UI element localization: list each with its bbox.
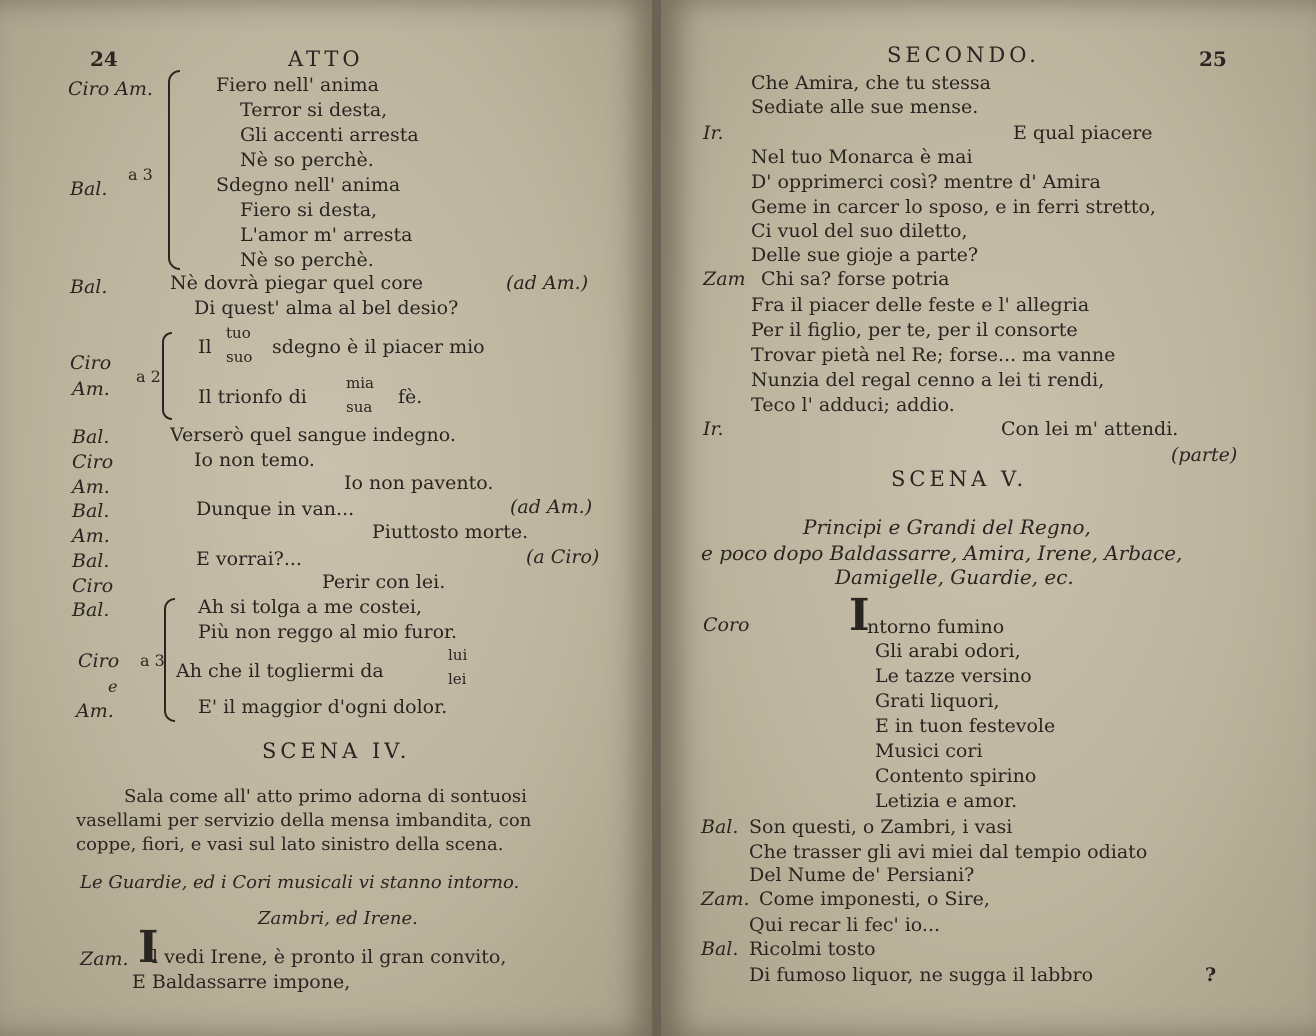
speaker: Bal.	[70, 276, 108, 298]
page-number: 24	[90, 47, 118, 71]
stage-direction: (ad Am.)	[510, 496, 593, 518]
variant-bottom: suo	[226, 348, 253, 366]
verse-line: Nè so perchè.	[240, 249, 374, 271]
verse-line: Che Amira, che tu stessa	[751, 72, 991, 94]
speaker: Ir.	[703, 418, 724, 440]
verse-line: Contento spirino	[875, 765, 1037, 787]
speaker: Ciro	[72, 575, 114, 597]
scene-description: coppe, fiori, e vasi sul lato sinistro della scena.	[76, 834, 504, 855]
speaker: Bal.	[701, 938, 739, 960]
scene-title: SCENA IV.	[262, 739, 411, 763]
verse-line: Grati liquori,	[875, 690, 1000, 712]
stage-note: Le Guardie, ed i Cori musicali vi stanno intorno.	[80, 872, 520, 893]
speaker: e	[108, 677, 118, 696]
verse-line: Il trionfo di	[198, 386, 307, 408]
speaker: Am.	[72, 378, 110, 400]
right-page	[661, 0, 1316, 1036]
speaker: Ciro	[72, 451, 114, 473]
speaker: Ciro	[78, 650, 120, 672]
verse-line: Di quest' alma al bel desio?	[194, 297, 459, 319]
variant-top: lui	[448, 646, 468, 664]
stage-direction: (parte)	[1171, 444, 1238, 466]
verse-line: Gli accenti arresta	[240, 124, 419, 146]
speaker: Bal.	[72, 500, 110, 522]
page-number: 25	[1199, 47, 1227, 71]
speaker: Coro	[703, 614, 750, 636]
verse-line: Sdegno nell' anima	[216, 174, 401, 196]
brace	[168, 70, 180, 270]
verse-line: D' opprimerci così? mentre d' Amira	[751, 171, 1101, 193]
verse-line: Io non temo.	[194, 449, 315, 471]
speaker: Zam.	[701, 888, 750, 910]
speaker: Bal.	[72, 599, 110, 621]
verse-line: Ah che il togliermi da	[176, 660, 384, 682]
scene-description: vasellami per servizio della mensa imbandita, con	[76, 810, 532, 831]
speaker: Zam	[703, 268, 746, 290]
verse-line: Più non reggo al mio furor.	[198, 621, 458, 643]
verse-line: Del Nume de' Persiani?	[749, 864, 975, 886]
verse-line: Nè dovrà piegar quel core	[170, 272, 423, 294]
verse-line: E' il maggior d'ogni dolor.	[198, 696, 448, 718]
verse-line: l vedi Irene, è pronto il gran convito,	[152, 946, 507, 968]
verse-line: Musici cori	[875, 740, 983, 762]
verse-line: sdegno è il piacer mio	[272, 336, 485, 358]
running-head: ATTO	[288, 47, 364, 71]
speaker: Bal.	[70, 178, 108, 200]
verse-line: Di fumoso liquor, ne sugga il labbro	[749, 964, 1094, 986]
verse-line: Terror si desta,	[240, 99, 388, 121]
ensemble-marker: a 3	[128, 165, 153, 184]
characters: Zambri, ed Irene.	[258, 908, 418, 929]
speaker: Am.	[72, 525, 110, 547]
verse-line: Nunzia del regal cenno a lei ti rendi,	[751, 369, 1105, 391]
verse-line: Chi sa? forse potria	[761, 268, 950, 290]
running-head: SECONDO.	[887, 43, 1040, 67]
verse-line: Il	[198, 336, 212, 358]
verse-line: Con lei m' attendi.	[1001, 418, 1179, 440]
drop-cap: I	[138, 922, 159, 973]
brace	[162, 332, 172, 420]
speaker: Ciro	[70, 352, 112, 374]
verse-line: E qual piacere	[1013, 122, 1153, 144]
variant-top: mia	[346, 374, 374, 392]
speaker: Am.	[72, 476, 110, 498]
verse-line: fè.	[398, 386, 423, 408]
catchword: ?	[1205, 964, 1217, 986]
variant-top: tuo	[226, 324, 251, 342]
verse-line: E Baldassarre impone,	[132, 971, 351, 993]
ensemble-marker: a 3	[140, 651, 165, 670]
verse-line: Che trasser gli avi miei dal tempio odiato	[749, 841, 1148, 863]
speaker: Am.	[76, 700, 114, 722]
speaker: Bal.	[701, 816, 739, 838]
verse-line: Fra il piacer delle feste e l' allegria	[751, 294, 1090, 316]
stage-direction: (a Ciro)	[526, 546, 600, 568]
verse-line: Son questi, o Zambri, i vasi	[749, 816, 1013, 838]
verse-line: Nè so perchè.	[240, 149, 374, 171]
verse-line: Ah si tolga a me costei,	[198, 596, 423, 618]
verse-line: Come imponesti, o Sire,	[759, 888, 990, 910]
verse-line: Trovar pietà nel Re; forse... ma vanne	[751, 344, 1116, 366]
variant-bottom: lei	[448, 670, 467, 688]
speaker: Bal.	[72, 550, 110, 572]
scene-title: SCENA V.	[891, 467, 1028, 491]
verse-line: Perir con lei.	[322, 571, 446, 593]
scene-heading: Principi e Grandi del Regno,	[803, 515, 1091, 539]
verse-line: Piuttosto morte.	[372, 521, 529, 543]
verse-line: Ci vuol del suo diletto,	[751, 220, 968, 242]
scene-description: Sala come all' atto primo adorna di sontuosi	[124, 786, 527, 807]
verse-line: Sediate alle sue mense.	[751, 96, 979, 118]
verse-line: E in tuon festevole	[875, 715, 1056, 737]
verse-line: Fiero nell' anima	[216, 74, 379, 96]
verse-line: Letizia e amor.	[875, 790, 1018, 812]
verse-line: Geme in carcer lo sposo, e in ferri stretto,	[751, 196, 1156, 218]
verse-line: E vorrai?...	[196, 548, 302, 570]
verse-line: L'amor m' arresta	[240, 224, 413, 246]
speaker: Zam.	[80, 948, 129, 970]
stage-direction: (ad Am.)	[506, 272, 589, 294]
scene-heading: e poco dopo Baldassarre, Amira, Irene, Arbace,	[701, 541, 1183, 565]
verse-line: Verserò quel sangue indegno.	[170, 424, 456, 446]
verse-line: ntorno fumino	[867, 616, 1005, 638]
verse-line: Per il figlio, per te, per il consorte	[751, 319, 1078, 341]
speaker: Ciro Am.	[68, 78, 153, 100]
scene-heading: Damigelle, Guardie, ec.	[835, 565, 1074, 589]
verse-line: Nel tuo Monarca è mai	[751, 146, 973, 168]
speaker: Bal.	[72, 426, 110, 448]
verse-line: Gli arabi odori,	[875, 640, 1021, 662]
variant-bottom: sua	[346, 398, 373, 416]
verse-line: Dunque in van...	[196, 498, 355, 520]
verse-line: Io non pavento.	[344, 472, 494, 494]
left-page	[0, 0, 655, 1036]
verse-line: Teco l' adduci; addio.	[751, 394, 955, 416]
drop-cap: I	[849, 590, 870, 641]
verse-line: Ricolmi tosto	[749, 938, 876, 960]
brace	[164, 598, 175, 722]
verse-line: Delle sue gioje a parte?	[751, 244, 979, 266]
verse-line: Qui recar li fec' io...	[749, 914, 941, 936]
speaker: Ir.	[703, 122, 724, 144]
verse-line: Le tazze versino	[875, 665, 1032, 687]
verse-line: Fiero si desta,	[240, 199, 378, 221]
ensemble-marker: a 2	[136, 367, 161, 386]
